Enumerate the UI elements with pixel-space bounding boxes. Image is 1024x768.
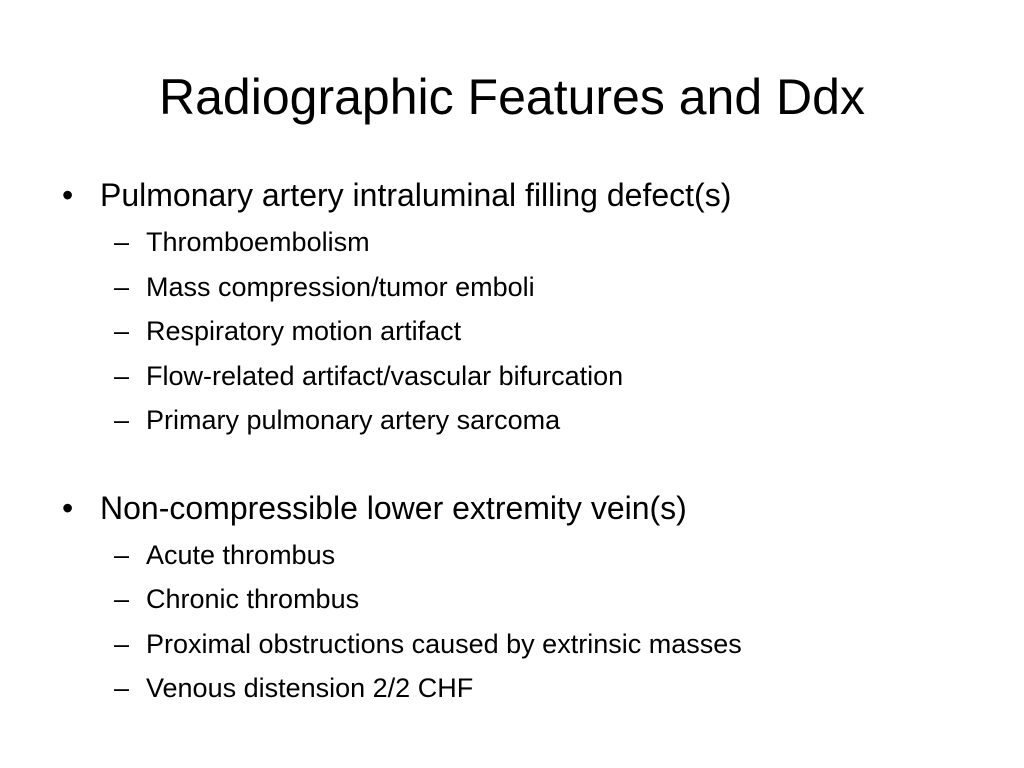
bullet-list <box>62 170 1002 711</box>
bullet-text: Pulmonary artery intraluminal filling defect(s) <box>100 177 732 213</box>
subitem <box>114 533 1002 578</box>
bullet-icon: • <box>62 177 74 213</box>
dash-icon: – <box>114 271 130 302</box>
subitem <box>114 309 1002 354</box>
subitem <box>114 622 1002 667</box>
bullet-text: Non-compressible lower extremity vein(s) <box>100 489 687 526</box>
bullet-icon: • <box>62 489 74 526</box>
subitem <box>114 220 1002 265</box>
dash-icon: – <box>114 539 130 570</box>
bullet-item <box>62 170 1002 443</box>
subitem-text: Venous distension 2/2 CHF <box>146 673 474 703</box>
subitem <box>114 577 1002 622</box>
subitem-text: Acute thrombus <box>146 539 336 570</box>
subitem-text: Thromboembolism <box>146 227 370 257</box>
bullet-item <box>62 483 1002 711</box>
dash-icon: – <box>114 405 130 435</box>
subitem-text: Primary pulmonary artery sarcoma <box>146 405 561 435</box>
subitem <box>114 666 1002 711</box>
subitem-list <box>62 533 1002 711</box>
subitem-text: Mass compression/tumor emboli <box>146 271 535 302</box>
slide-title: Radiographic Features and Ddx <box>159 69 865 125</box>
subitem <box>114 398 1002 443</box>
dash-icon: – <box>114 673 130 703</box>
dash-icon: – <box>114 628 130 659</box>
subitem <box>114 265 1002 310</box>
subitem-text: Proximal obstructions caused by extrinsic masses <box>146 628 742 659</box>
subitem-list <box>62 220 1002 443</box>
dash-icon: – <box>114 227 130 257</box>
dash-icon: – <box>114 584 130 614</box>
subitem-text: Flow-related artifact/vascular bifurcation <box>146 360 624 391</box>
dash-icon: – <box>114 316 130 346</box>
subitem-text: Chronic thrombus <box>146 584 360 614</box>
subitem <box>114 354 1002 399</box>
subitem-text: Respiratory motion artifact <box>146 316 462 346</box>
dash-icon: – <box>114 360 130 391</box>
